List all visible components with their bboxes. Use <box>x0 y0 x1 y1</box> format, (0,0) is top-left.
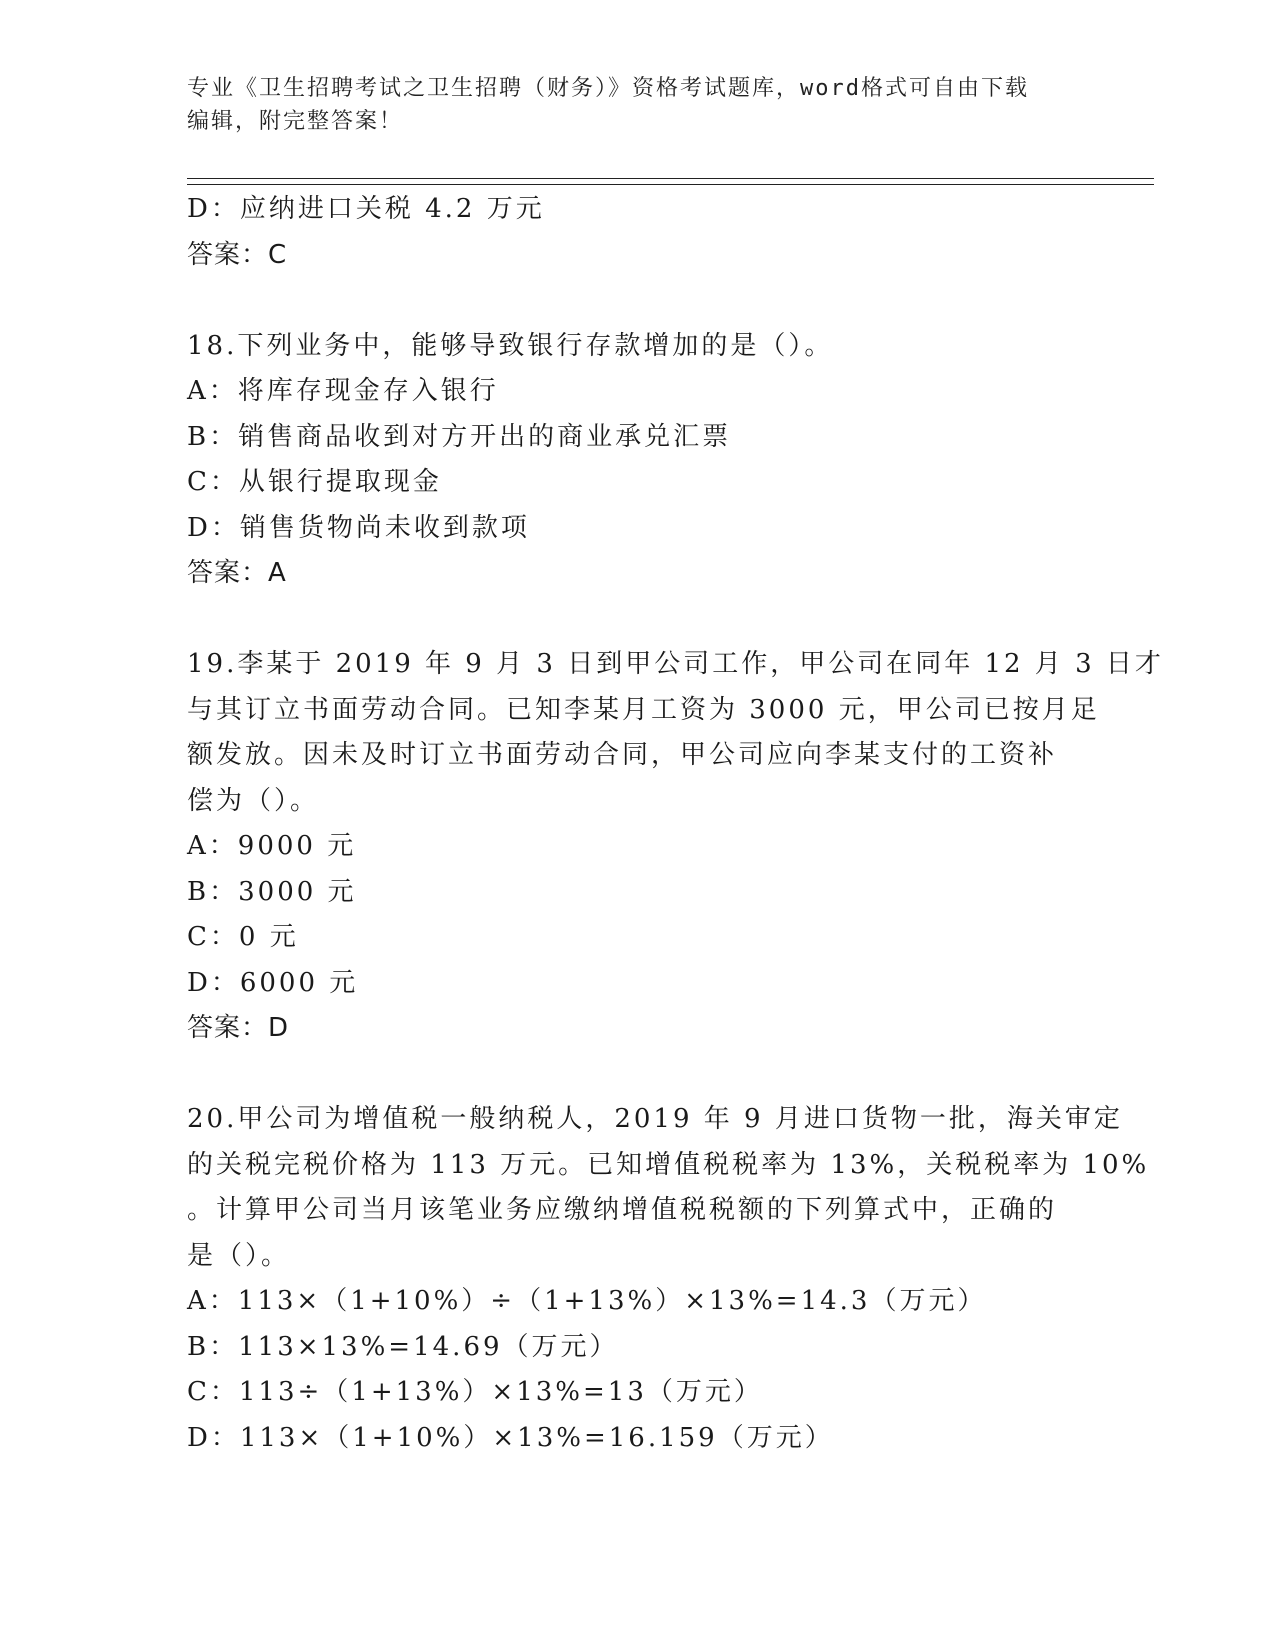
q18-option-a: A：将库存现金存入银行 <box>187 376 499 406</box>
q19-option-d: D：6000 元 <box>187 967 359 998</box>
prev-option-d: D：应纳进口关税 4.2 万元 <box>187 194 545 224</box>
question-19 <box>187 642 1164 1052</box>
q19-option-a: A：9000 元 <box>187 831 357 861</box>
q18-answer: 答案：A <box>187 558 287 588</box>
q19-option-c: C：0 元 <box>187 922 299 952</box>
q20-stem-line: 。计算甲公司当月该笔业务应缴纳增值税税额的下列算式中，正确的 <box>187 1195 1058 1225</box>
header-rule-bottom <box>187 184 1154 185</box>
q20-stem-line: 是（）。 <box>187 1240 291 1271</box>
q19-stem-line: 额发放。因未及时订立书面劳动合同，甲公司应向李某支付的工资补 <box>187 740 1058 770</box>
q19-stem-line: 19.李某于 2019 年 9 月 3 日到甲公司工作，甲公司在同年 12 月 3 日才 <box>187 649 1164 679</box>
spacer <box>187 597 1087 643</box>
q18-option-d: D：销售货物尚未收到款项 <box>187 512 530 543</box>
q19-stem <box>187 642 1164 824</box>
q18-option-c: C：从银行提取现金 <box>187 467 442 497</box>
q18-option-b: B：销售商品收到对方开出的商业承兑汇票 <box>187 421 732 452</box>
prev-question <box>187 187 1087 278</box>
document-body <box>187 187 1164 1461</box>
header-line-1: 专业《卫生招聘考试之卫生招聘（财务）》资格考试题库，word格式可自由下载 <box>187 76 1029 101</box>
q20-option-b: B：113×13%=14.69（万元） <box>187 1331 619 1362</box>
header-rule-top <box>187 178 1154 179</box>
q20-option-d: D：113×（1+10%）×13%=16.159（万元） <box>187 1422 834 1453</box>
q20-stem-line: 20.甲公司为增值税一般纳税人，2019 年 9 月进口货物一批，海关审定 <box>187 1104 1123 1134</box>
q19-stem-line: 偿为（）。 <box>187 785 320 816</box>
question-20 <box>187 1097 1150 1461</box>
q20-stem <box>187 1097 1150 1279</box>
spacer <box>187 278 1087 324</box>
question-18 <box>187 324 1087 597</box>
spacer <box>187 1052 1087 1098</box>
q20-option-c: C：113÷（1+13%）×13%=13（万元） <box>187 1377 763 1407</box>
q20-option-a: A：113×（1+10%）÷（1+13%）×13%=14.3（万元） <box>187 1286 987 1316</box>
q19-answer: 答案：D <box>187 1013 290 1043</box>
q19-stem-line: 与其订立书面劳动合同。已知李某月工资为 3000 元，甲公司已按月足 <box>187 694 1100 725</box>
document-header <box>187 72 1067 138</box>
q20-stem-line: 的关税完税价格为 113 万元。已知增值税税率为 13%，关税税率为 10% <box>187 1149 1150 1180</box>
prev-answer: 答案：C <box>187 239 288 270</box>
q18-stem: 18.下列业务中，能够导致银行存款增加的是（）。 <box>187 330 834 361</box>
q19-option-b: B：3000 元 <box>187 876 357 907</box>
header-line-2: 编辑，附完整答案！ <box>187 109 404 134</box>
